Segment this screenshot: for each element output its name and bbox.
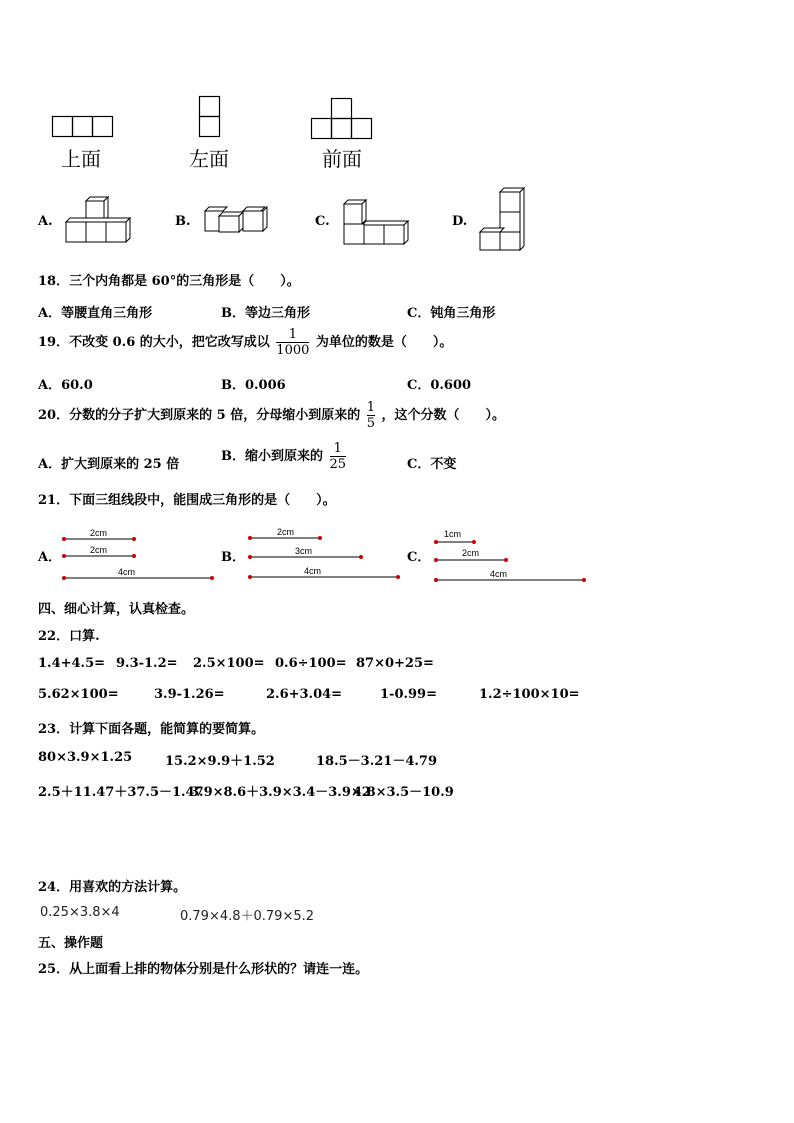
q20-option-b-fraction xyxy=(330,441,347,472)
q20-option-a: A．扩大到原来的 25 倍 xyxy=(38,457,180,472)
q21-b-seg1-label: 2cm xyxy=(277,527,295,537)
q22-r1-c5: 87×0+25= xyxy=(356,656,434,671)
left-view-figure xyxy=(199,96,221,138)
q21-c-seg1-label: 1cm xyxy=(444,529,462,539)
q23-r2-c3: 4.8×3.5－10.9 xyxy=(353,785,454,800)
q25-stem: 25．从上面看上排的物体分别是什么形状的？请连一连。 xyxy=(38,962,369,977)
q19-fraction xyxy=(276,327,309,358)
q21-c-seg2-label: 2cm xyxy=(462,548,480,558)
q23-r1-c1: 80×3.9×1.25 xyxy=(38,750,133,765)
q21-option-a-label: A． xyxy=(38,550,62,565)
q22-stem: 22．口算. xyxy=(38,629,100,644)
q19-stem-after: 为单位的数是（ ）。 xyxy=(315,335,453,350)
q22-r1-c2: 9.3-1.2= xyxy=(116,656,178,671)
front-view-label: 前面 xyxy=(322,147,362,171)
front-view-figure xyxy=(311,98,373,140)
q21-b-seg2-label: 3cm xyxy=(295,546,313,556)
q20-option-b-text: B．缩小到原来的 xyxy=(221,449,323,464)
q21-stem: 21．下面三组线段中，能围成三角形的是（ ）。 xyxy=(38,493,336,508)
q17-option-c-label: C. xyxy=(315,214,330,229)
q22-r2-c4: 1-0.99= xyxy=(380,687,437,702)
q17-option-b-cubes xyxy=(203,206,273,236)
q21-option-b-label: B． xyxy=(221,550,245,565)
q17-option-a-cubes xyxy=(64,199,134,245)
top-view-label: 上面 xyxy=(61,147,101,171)
q24-expr-1: 0.25×3.8×4 xyxy=(40,905,120,920)
q19-stem-before: 19．不改变 0.6 的大小，把它改写成以 xyxy=(38,335,270,350)
q20-stem-before: 20．分数的分子扩大到原来的 5 倍，分母缩小到原来的 xyxy=(38,408,361,423)
q20-stem xyxy=(38,400,505,431)
q23-r2-c1: 2.5＋11.47＋37.5－1.47 xyxy=(38,785,204,800)
section-5-heading: 五、操作题 xyxy=(38,936,104,951)
q19-option-c: C．0.600 xyxy=(407,378,472,393)
q18-stem: 18．三个内角都是 60°的三角形是（ ）。 xyxy=(38,274,300,289)
q19-frac-num: 1 xyxy=(288,327,297,342)
q20-stem-after: ，这个分数（ ）。 xyxy=(381,408,506,423)
q21-option-b-segments xyxy=(248,524,408,586)
q21-option-a-segments xyxy=(62,525,222,587)
q18-option-b: B．等边三角形 xyxy=(221,306,310,321)
q23-r1-c2: 15.2×9.9＋1.52 xyxy=(165,754,275,769)
q19-option-b: B．0.006 xyxy=(221,378,286,393)
q20-frac-num: 1 xyxy=(366,400,376,415)
section-4-heading: 四、细心计算，认真检查。 xyxy=(38,602,195,617)
q23-stem: 23．计算下面各题，能简算的要简算。 xyxy=(38,722,265,737)
q20-option-b xyxy=(221,441,346,472)
q17-option-a-label: A. xyxy=(38,214,53,229)
q17-option-c-cubes xyxy=(342,200,412,246)
q24-expr-2: 0.79×4.8＋0.79×5.2 xyxy=(180,909,315,924)
q20-option-c: C．不变 xyxy=(407,457,457,472)
q23-r1-c3: 18.5－3.21－4.79 xyxy=(316,754,437,769)
q19-stem xyxy=(38,327,452,358)
q20-fraction xyxy=(367,400,375,431)
q21-option-c-segments xyxy=(434,528,594,590)
q22-r2-c1: 5.62×100= xyxy=(38,687,119,702)
q20-frac-den: 5 xyxy=(366,416,376,431)
q17-option-d-label: D. xyxy=(452,214,468,229)
q22-r1-c4: 0.6÷100= xyxy=(275,656,347,671)
left-view-label: 左面 xyxy=(189,147,229,171)
q22-r2-c3: 2.6+3.04= xyxy=(266,687,343,702)
q21-a-seg2-label: 2cm xyxy=(90,545,108,555)
q21-a-seg3-label: 4cm xyxy=(118,567,136,577)
q17-option-b-label: B. xyxy=(175,214,191,229)
q24-stem: 24．用喜欢的方法计算。 xyxy=(38,880,187,895)
q22-r1-c3: 2.5×100= xyxy=(193,656,265,671)
q21-b-seg3-label: 4cm xyxy=(304,566,322,576)
q22-r2-c5: 1.2÷100×10= xyxy=(479,687,580,702)
q19-frac-den: 1000 xyxy=(276,343,310,358)
q19-option-a: A．60.0 xyxy=(38,378,93,393)
q18-option-c: C．钝角三角形 xyxy=(407,306,496,321)
q21-option-c-label: C． xyxy=(407,550,431,565)
q22-r2-c2: 3.9-1.26= xyxy=(154,687,225,702)
q20-option-b-den: 25 xyxy=(329,457,347,472)
q23-r2-c2: 3.9×8.6＋3.9×3.4－3.9×2 xyxy=(190,785,371,800)
top-view-figure xyxy=(52,116,114,138)
q17-option-d-cubes xyxy=(479,186,529,252)
q18-option-a: A．等腰直角三角形 xyxy=(38,306,153,321)
q21-c-seg3-label: 4cm xyxy=(490,569,508,579)
q22-r1-c1: 1.4+4.5= xyxy=(38,656,106,671)
q21-a-seg1-label: 2cm xyxy=(90,528,108,538)
q20-option-b-num: 1 xyxy=(333,441,342,456)
